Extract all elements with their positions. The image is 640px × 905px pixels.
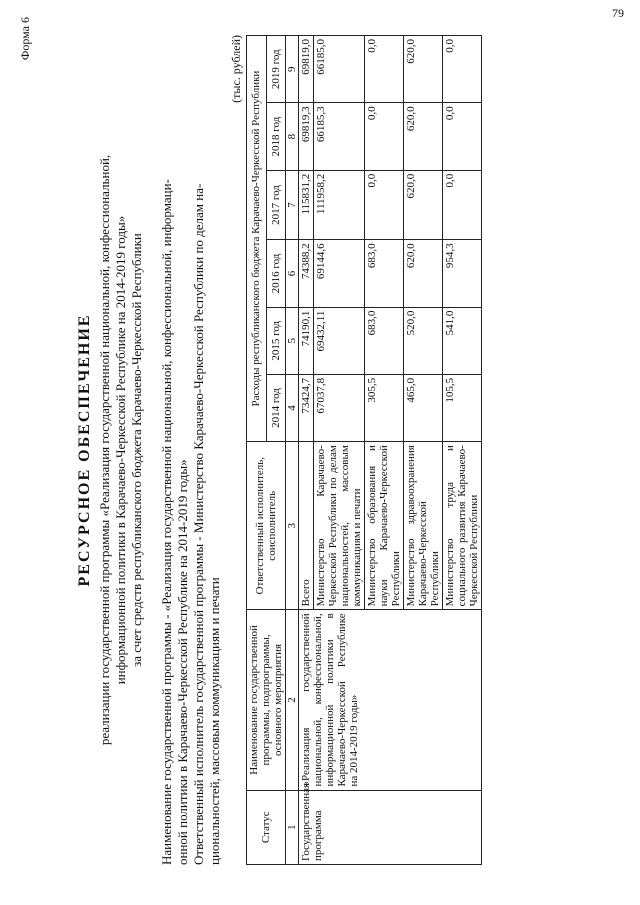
value-cell: 111958,2 [314,170,365,240]
value-cell: 0,0 [443,36,482,103]
header-year: 2018 год [266,103,286,170]
resource-table [246,35,482,865]
value-cell: 0,0 [365,36,404,103]
value-cell: 73424,7 [299,374,314,441]
value-cell: 0,0 [443,103,482,170]
value-cell: 69819,3 [299,103,314,170]
value-cell: 0,0 [365,170,404,240]
program-meta [159,35,223,865]
executor-line: циональностей, массовым коммуникациям и печати [207,577,222,865]
program-name-line: Наименование государственной программы - «Реализация государственной национальной, конфессиональной, информаци- [159,179,174,865]
value-cell: 954,3 [443,240,482,307]
value-cell: 67037,8 [314,374,365,441]
value-cell: 69432,11 [314,307,365,374]
responsible-cell: Министерство труда и социального развития Карачаево-Черкесской Республики [443,442,482,610]
value-cell: 620,0 [404,103,443,170]
responsible-cell: Всего [299,442,314,610]
header-year: 2016 год [266,240,286,307]
value-cell: 520,0 [404,307,443,374]
value-cell: 105,5 [443,374,482,441]
value-cell: 0,0 [365,103,404,170]
subtitle-line: информационной политики в Карачаево-Черкесской Республике на 2014-2019 годы» [113,215,128,685]
executor-line: Ответственный исполнитель государственной программы - Министерство Карачаево-Черкесской Республики по делам на- [191,183,206,865]
value-cell: 620,0 [404,36,443,103]
value-cell: 465,0 [404,374,443,441]
value-cell: 541,0 [443,307,482,374]
form-label: Форма 6 [18,17,32,61]
column-index: 7 [286,170,299,240]
column-index: 1 [286,790,299,864]
column-index: 9 [286,36,299,103]
column-index: 2 [286,610,299,790]
value-cell: 69819,0 [299,36,314,103]
value-cell: 683,0 [365,240,404,307]
value-cell: 0,0 [443,170,482,240]
responsible-cell: Министерство здравоохранения Карачаево-Черкесской Республики [404,442,443,610]
status-cell: Государственная программа [299,790,482,864]
document-body [6,17,482,865]
column-index: 6 [286,240,299,307]
value-cell: 620,0 [404,240,443,307]
value-cell: 74388,2 [299,240,314,307]
value-cell: 305,5 [365,374,404,441]
header-status: Статус [247,790,286,864]
units-label: (тыс. рублей) [229,35,243,103]
header-year: 2014 год [266,374,286,441]
title-block [76,35,145,865]
value-cell: 66185,0 [314,36,365,103]
column-index-row [286,36,299,865]
value-cell: 74190,1 [299,307,314,374]
column-index: 8 [286,103,299,170]
value-cell: 115831,2 [299,170,314,240]
header-name: Наименование государственной программы, подпрограммы, основного мероприятия [247,610,286,790]
header-year: 2015 год [266,307,286,374]
page-number: 79 [612,6,624,20]
column-index: 5 [286,307,299,374]
table-row [299,36,314,865]
header-year: 2017 год [266,170,286,240]
value-cell: 69144,6 [314,240,365,307]
program-name-line: онной политики в Карачаево-Черкесской Республике на 2014-2019 годы» [175,459,190,865]
column-index: 4 [286,374,299,441]
value-cell: 683,0 [365,307,404,374]
header-responsible: Ответственный исполнитель, соисполнитель [247,442,286,610]
subtitle-line: за счет средств республиканского бюджета Карачаево-Черкесской Республики [129,233,144,667]
value-cell: 66185,3 [314,103,365,170]
column-index: 3 [286,442,299,610]
header-expenses: Расходы республиканского бюджета Карачаево-Черкесской Республики [247,36,267,442]
subtitle-line: реализации государственной программы «Реализация государственной национальной, конфессиональной, [97,154,112,746]
program-cell: «Реализация государственной национальной, конфессиональной, информационной политики в Карачаево-Черкесской Республике на 2014-2019 годы» [299,610,482,790]
responsible-cell: Министерство Карачаево-Черкесской Республики по делам национальностей, массовым коммуникациям и печати [314,442,365,610]
responsible-cell: Министерство образования и науки Карачаево-Черкесской Республики [365,442,404,610]
value-cell: 620,0 [404,170,443,240]
header-year: 2019 год [266,36,286,103]
document-title: РЕСУРСНОЕ ОБЕСПЕЧЕНИЕ [76,313,93,587]
